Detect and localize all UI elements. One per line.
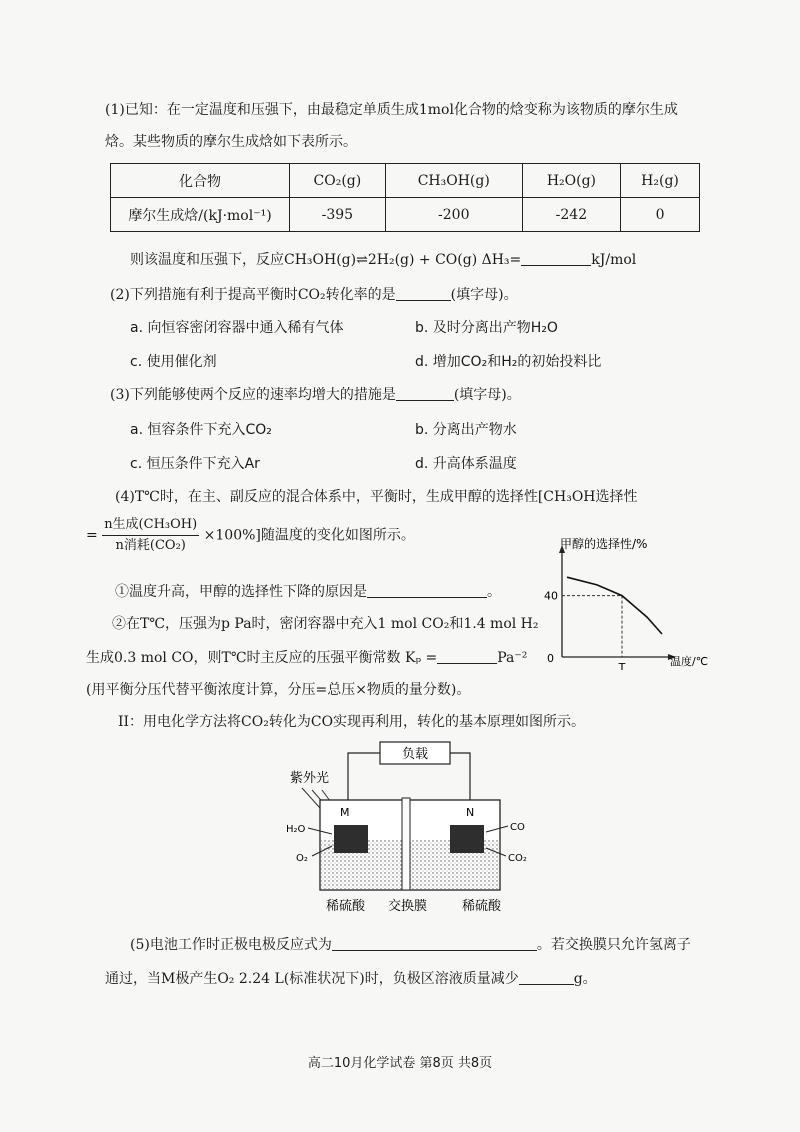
q3-option-c: c. 恒压条件下充入Ar (130, 456, 260, 472)
formula-equals: = (86, 527, 98, 544)
electrode-n (450, 825, 484, 853)
y-tick-label: 40 (544, 589, 558, 603)
q3-stem-suffix: (填字母)。 (453, 387, 521, 403)
q4-sub1-suffix: 。 (487, 584, 501, 600)
q2-stem-text: (2)下列措施有利于提高平衡时CO₂转化率的是 (110, 287, 396, 303)
acid-right-label: 稀硫酸 (462, 899, 502, 914)
table-header-cell: CO₂(g) (290, 164, 386, 198)
q1-reaction (130, 250, 636, 270)
q4-sub1 (115, 582, 501, 602)
q3-option-b: b. 分离出产物水 (415, 422, 517, 438)
table-header-cell: H₂(g) (621, 164, 700, 198)
wire-left (348, 753, 380, 800)
q3-option-d: d. 升高体系温度 (415, 456, 517, 472)
q3-option-a: a. 恒容条件下充入CO₂ (130, 422, 272, 438)
q2-stem-suffix: (填字母)。 (450, 287, 518, 303)
table-cell: -395 (290, 198, 386, 232)
q4-sub2-unit: Pa⁻² (497, 650, 528, 666)
o2-label: O₂ (296, 853, 308, 864)
electrolysis-diagram (280, 740, 540, 920)
q3-stem (110, 385, 521, 405)
table-header-cell: 化合物 (111, 164, 290, 198)
q5-line2-text: 通过，当M极产生O₂ 2.24 L(标准状况下)时，负极区溶液质量减少 (105, 971, 519, 987)
fraction-numerator: n生成(CH₃OH) (102, 516, 199, 536)
q5-line1-text: (5)电池工作时正极电极反应式为 (130, 937, 332, 953)
page-footer: 高二10月化学试卷 第8页 共8页 (307, 1056, 493, 1071)
q5-line2 (105, 969, 597, 989)
table-cell: -200 (385, 198, 522, 232)
co2-label: CO₂ (508, 853, 527, 864)
table-row-label: 摩尔生成焓/(kJ·mol⁻¹) (111, 198, 290, 232)
membrane (402, 798, 410, 890)
electrode-m (334, 825, 368, 853)
q2-option-b: b. 及时分离出产物H₂O (415, 320, 558, 336)
table-header-cell: H₂O(g) (522, 164, 620, 198)
q1-intro-line1: (1)已知：在一定温度和压强下，由最稳定单质生成1mol化合物的焓变称为该物质的摩尔生成 (105, 102, 678, 118)
table-header-cell: CH₃OH(g) (385, 164, 522, 198)
q4-formula (86, 516, 415, 555)
membrane-label: 交换膜 (388, 899, 428, 914)
x-axis-label: 温度/℃ (670, 655, 709, 668)
q2-option-a: a. 向恒容密闭容器中通入稀有气体 (130, 320, 344, 336)
origin-label: 0 (547, 652, 554, 665)
q4-sub2-text: 生成0.3 mol CO，则T℃时主反应的压强平衡常数 Kₚ = (86, 650, 438, 666)
q2-option-d: d. 增加CO₂和H₂的初始投料比 (415, 354, 602, 370)
selectivity-chart (540, 535, 715, 670)
selectivity-fraction (102, 516, 199, 555)
q1-reaction-unit: kJ/mol (591, 252, 637, 268)
answer-blank[interactable] (332, 936, 537, 951)
h2o-label: H₂O (286, 824, 306, 835)
answer-blank[interactable] (519, 970, 574, 985)
q4-sub2-line3: (用平衡分压代替平衡浓度计算，分压=总压×物质的量分数)。 (86, 682, 471, 698)
q5-line1-suffix: 。若交换膜只允许氢离子 (536, 937, 691, 953)
y-axis-label: 甲醇的选择性/% (560, 537, 648, 551)
electrode-n-label: N (466, 806, 475, 819)
q4-sub2-line1: ②在T℃，压强为p Pa时，密闭容器中充入1 mol CO₂和1.4 mol H₂ (112, 616, 539, 632)
table-cell: -242 (522, 198, 620, 232)
q1-intro-line2: 焓。某些物质的摩尔生成焓如下表所示。 (105, 134, 357, 150)
q4-sub2-line2 (86, 648, 527, 668)
x-tick-label: T (618, 661, 626, 670)
q2-option-c: c. 使用催化剂 (130, 354, 217, 370)
q2-stem (110, 285, 518, 305)
q5-line2-suffix: g。 (573, 971, 597, 987)
selectivity-curve (567, 577, 662, 634)
table-cell: 0 (621, 198, 700, 232)
wire-right (450, 753, 470, 800)
uv-label: 紫外光 (290, 771, 330, 786)
fraction-denominator: n消耗(CO₂) (115, 538, 186, 553)
q4-stem-line1: (4)T℃时，在主、副反应的混合体系中，平衡时，生成甲醇的选择性[CH₃OH选择性 (115, 489, 638, 505)
part2-intro: II：用电化学方法将CO₂转化为CO实现再利用，转化的基本原理如图所示。 (118, 714, 586, 730)
q3-stem-text: (3)下列能够使两个反应的速率均增大的措施是 (110, 387, 396, 403)
acid-left-label: 稀硫酸 (326, 899, 366, 914)
answer-blank[interactable] (367, 583, 487, 598)
answer-blank[interactable] (437, 649, 497, 664)
electrode-m-label: M (340, 806, 350, 819)
q4-sub1-text: ①温度升高，甲醇的选择性下降的原因是 (115, 584, 367, 600)
answer-blank[interactable] (396, 386, 454, 401)
q5-line1 (130, 935, 691, 955)
formula-tail: ×100%]随温度的变化如图所示。 (203, 527, 415, 544)
load-label: 负载 (401, 747, 429, 762)
answer-blank[interactable] (521, 251, 591, 266)
enthalpy-table (110, 163, 700, 232)
table-row (111, 198, 700, 232)
table-header-row (111, 164, 700, 198)
co-label: CO (510, 822, 525, 833)
q1-reaction-text: 则该温度和压强下，反应CH₃OH(g)⇌2H₂(g) + CO(g) ΔH₃= (130, 252, 522, 268)
answer-blank[interactable] (396, 286, 451, 301)
